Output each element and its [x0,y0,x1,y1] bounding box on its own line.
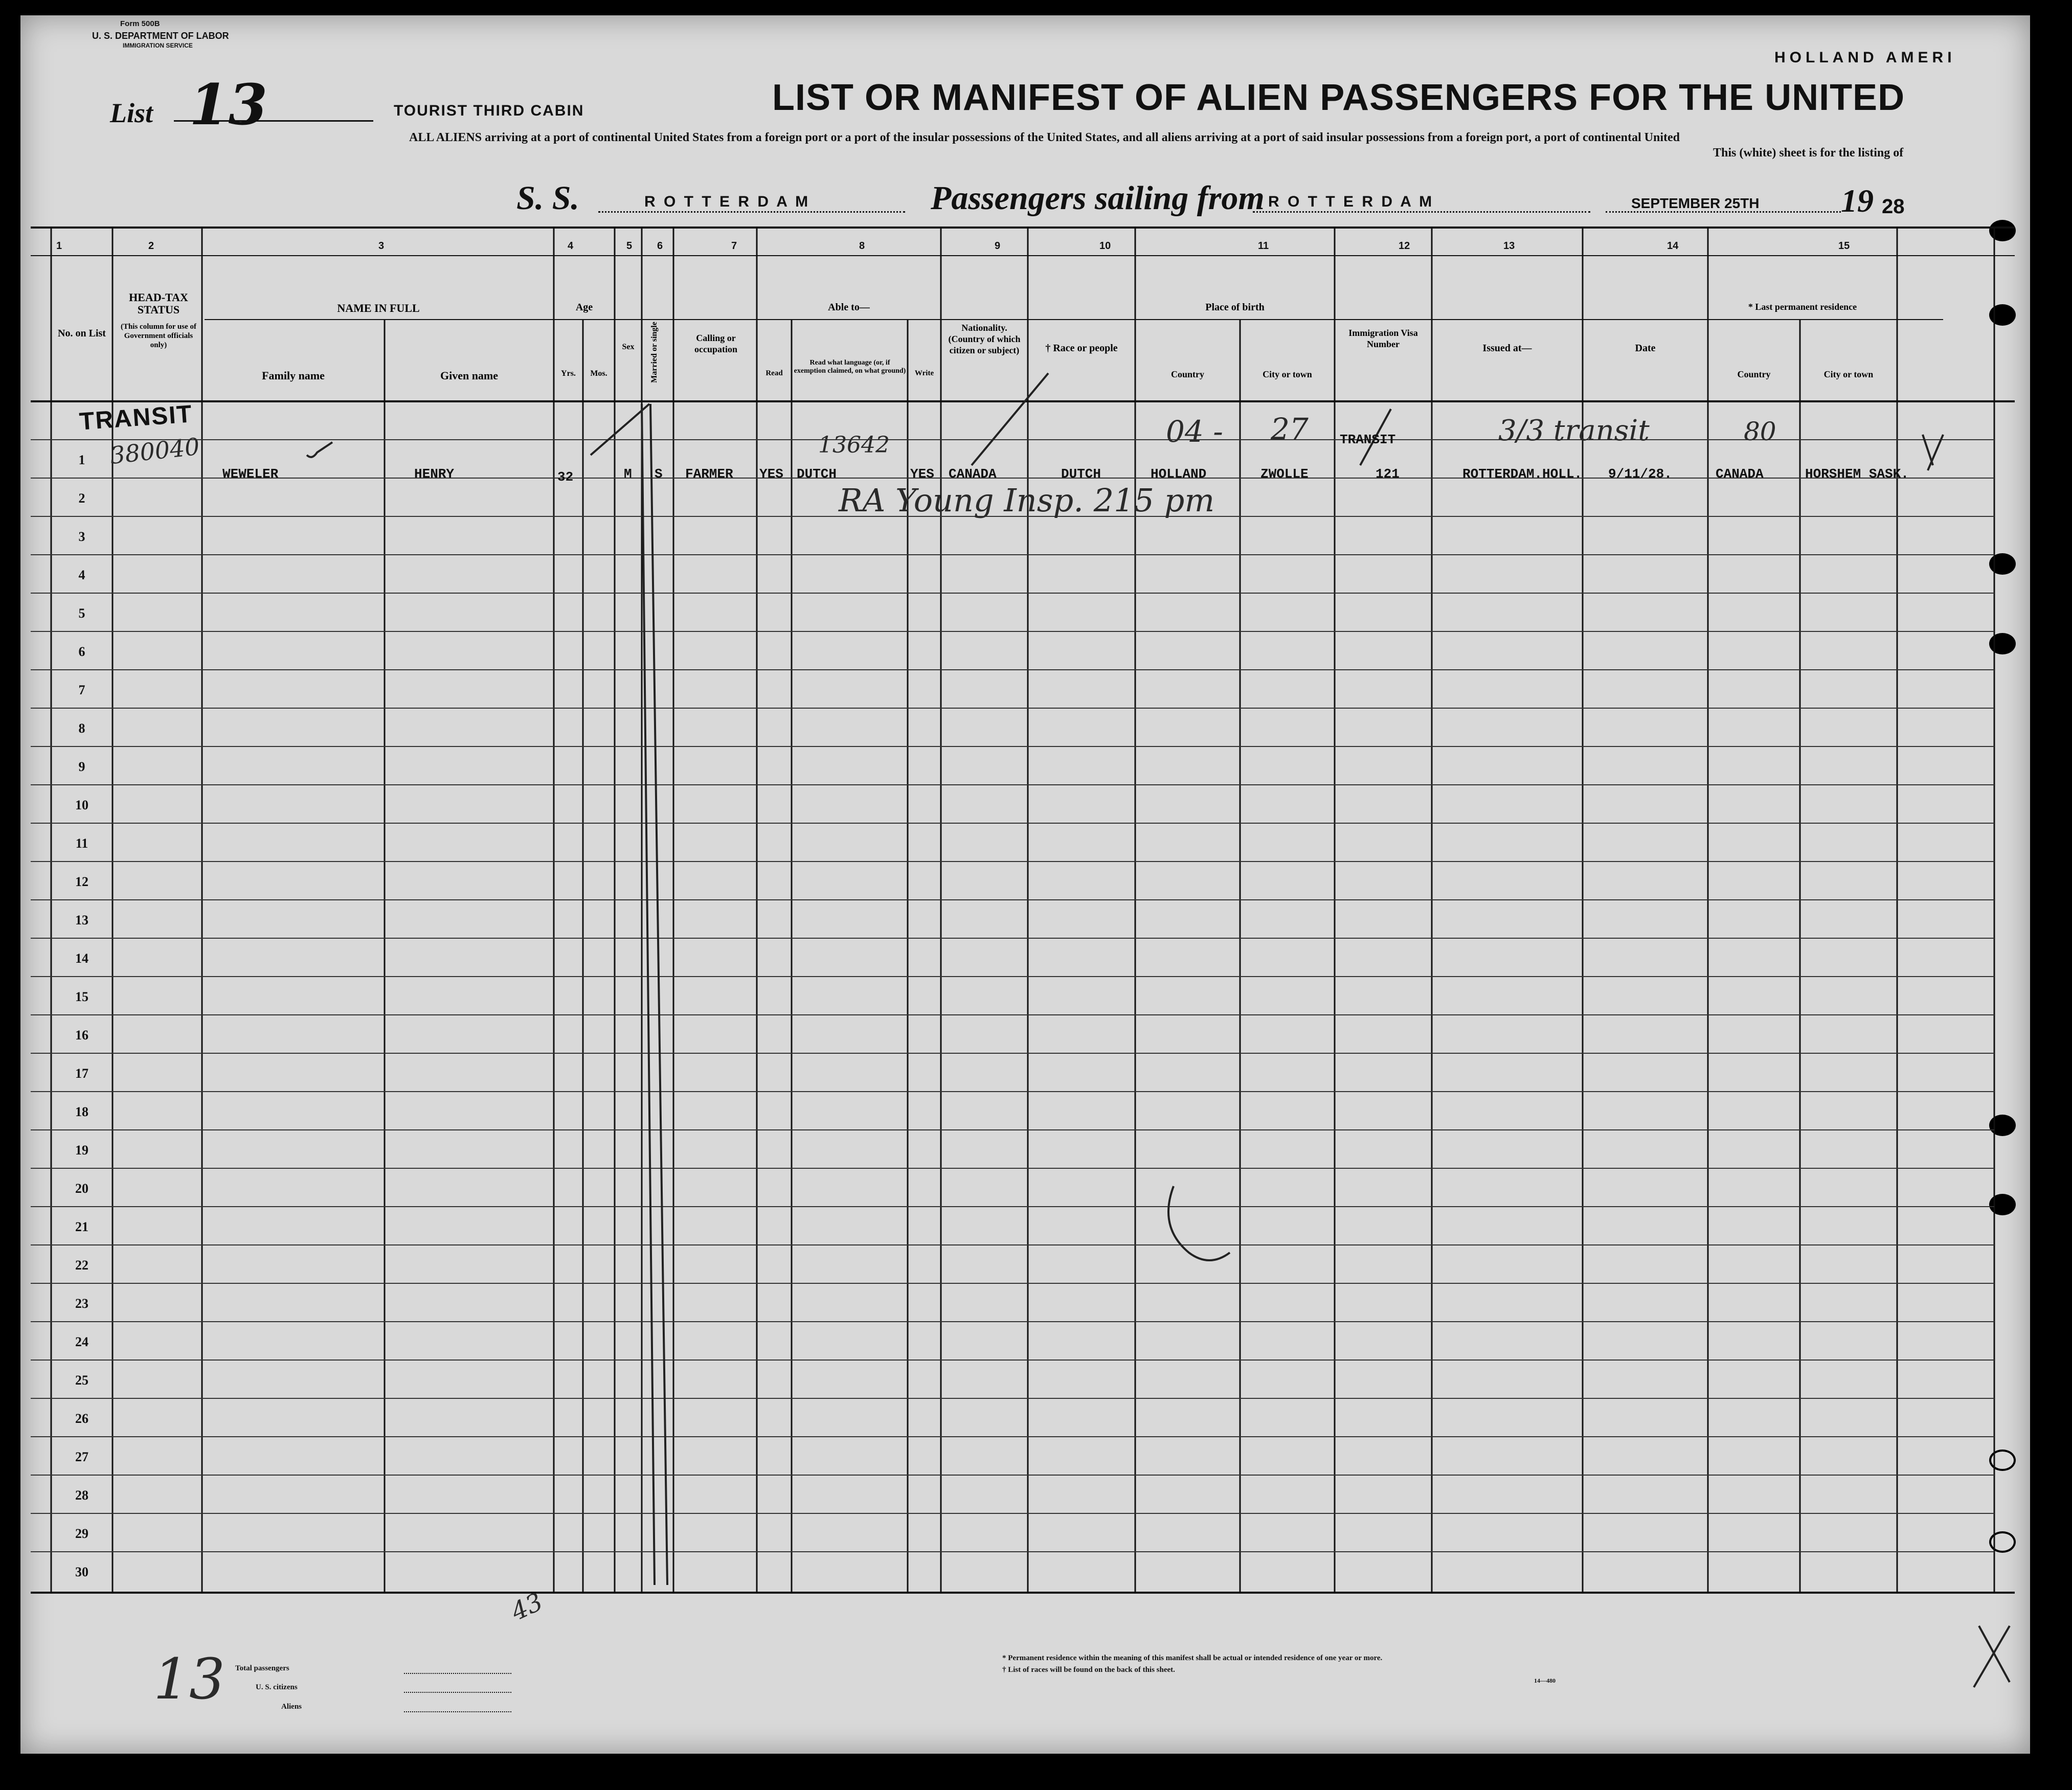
col-head-tax-note: (This column for use of Government officials only) [120,323,197,349]
row-number: 14 [75,951,88,966]
row-number: 22 [75,1258,88,1273]
col-last-residence: * Last permanent residence [1748,302,1857,312]
column-number: 10 [1099,240,1111,252]
row-number: 4 [78,568,85,582]
col-mos: Mos. [590,369,607,378]
row-number: 7 [78,683,85,697]
row-number: 2 [78,491,85,506]
row-number: 19 [75,1143,88,1158]
col-res-country: Country [1737,369,1771,379]
row-number: 26 [75,1411,88,1426]
sailing-label: Passengers sailing from [931,179,1265,217]
row-number: 28 [75,1488,88,1503]
col-birth-country: Country [1170,369,1204,379]
column-number: 5 [626,240,633,252]
col-sex: Sex [622,343,635,351]
row-number: 29 [75,1526,88,1541]
col-visa: Immigration Visa Number [1348,328,1418,349]
folio-number: 43 [507,1587,548,1627]
column-number: 11 [1258,240,1269,252]
row-number: 9 [78,759,85,774]
issued-at: ROTTERDAM.HOLL. [1462,466,1583,482]
col-res-city: City or town [1823,369,1874,379]
race: DUTCH [1061,466,1101,482]
column-number: 15 [1838,240,1850,252]
table-grid [20,15,2030,1754]
manifest-sheet [20,15,2030,1754]
handwritten-birth-country-code: 04 - [1166,414,1223,449]
row-number: 10 [75,798,88,812]
col-given-name: Given name [440,369,499,382]
col-age: Age [575,302,593,313]
birth-city: ZWOLLE [1260,466,1309,482]
row-number: 27 [75,1449,88,1464]
row-number: 16 [75,1028,88,1043]
read-language: DUTCH [797,466,837,482]
column-number: 3 [378,240,385,252]
can-read: YES [759,466,783,482]
marital-status: S [655,466,663,482]
year-prefix: 19 [1841,183,1874,219]
column-numbers [31,240,721,251]
row-number: 12 [75,874,88,889]
row-number: 21 [75,1219,88,1234]
residence-country: CANADA [1716,466,1764,482]
list-number-bottom: 13 [153,1646,225,1712]
row-number: 1 [78,452,85,467]
col-place-of-birth: Place of birth [1205,302,1265,313]
row-number: 8 [78,721,85,736]
row-number: 24 [75,1334,88,1349]
cabin-class: TOURIST THIRD CABIN [394,102,584,119]
column-number: 6 [657,240,663,252]
can-write: YES [910,466,934,482]
col-race: † Race or people [1045,343,1118,354]
birth-country: HOLLAND [1151,466,1207,482]
col-calling: Calling or occupation [694,333,737,354]
column-number: 9 [995,240,1001,252]
col-yrs: Yrs. [561,369,576,378]
column-number: 8 [859,240,865,252]
sailing-date: SEPTEMBER 25TH [1631,195,1760,211]
ship-name: R O T T E R D A M [644,193,810,210]
total-passengers-line [404,1673,511,1674]
col-write: Write [914,369,934,377]
col-read: Read [765,369,783,377]
ss-label: S. S. [516,179,579,217]
visa-number: 121 [1376,466,1400,482]
service-label: IMMIGRATION SERVICE [123,42,193,49]
inspector-note: RA Young Insp. 215 pm [839,482,1215,519]
col-name-in-full: NAME IN FULL [337,302,420,314]
given-name: HENRY [414,466,455,482]
transit-stamp: TRANSIT [78,400,194,436]
nationality: CANADA [949,466,997,482]
col-family-name: Family name [262,369,325,382]
total-passengers-label: Total passengers [235,1664,289,1672]
column-number: 13 [1503,240,1515,252]
col-able-to: Able to— [828,302,870,313]
instruction-line-1: ALL ALIENS arriving at a port of continental United States from a foreign port or a port of the insular possessions of the United States, and all aliens arriving at a port of said insular possessions from a foreign port, a port of continental United [409,131,1680,144]
aliens-label: Aliens [281,1703,302,1711]
occupation: FARMER [685,466,733,482]
visa-type: TRANSIT [1340,432,1396,447]
form-number: Form 500B [120,19,160,28]
instruction-line-2: This (white) sheet is for the listing of [1713,146,1904,160]
list-number: 13 [189,72,268,138]
col-date: Date [1635,343,1656,354]
col-nationality: Nationality. (Country of which citizen or subject) [948,323,1021,355]
manifest-title: LIST OR MANIFEST OF ALIEN PASSENGERS FOR THE UNITED [772,77,1905,118]
port-name: R O T T E R D A M [1268,193,1434,210]
col-issued-at: Issued at— [1482,343,1532,354]
handwritten-birth-city-code: 27 [1271,412,1309,446]
form-code: 14—480 [1534,1677,1556,1684]
col-no-on-list: No. on List [58,328,106,339]
line-company: HOLLAND AMERI [1774,49,1956,66]
column-number: 14 [1667,240,1679,252]
column-number: 4 [568,240,574,252]
column-number: 2 [148,240,154,252]
row-number: 25 [75,1373,88,1388]
residence-city: HORSHEM SASK. [1805,466,1909,482]
col-birth-city: City or town [1263,369,1312,379]
us-citizens-label: U. S. citizens [256,1683,298,1691]
column-number: 7 [731,240,737,252]
row-number: 6 [78,644,85,659]
year-suffix: 28 [1882,195,1905,218]
row-number: 23 [75,1296,88,1311]
family-name: WEWELER [222,466,279,482]
column-number: 1 [56,240,62,252]
row-number: 30 [75,1565,88,1579]
row-number: 20 [75,1181,88,1196]
col-head-tax: HEAD-TAX STATUS [129,291,188,316]
aliens-line [404,1711,511,1712]
department-label: U. S. DEPARTMENT OF LABOR [92,31,229,41]
age-years: 32 [557,469,574,485]
list-label: List [110,98,153,128]
row-number: 11 [75,836,88,851]
footnote-residence: * Permanent residence within the meaning of this manifest shall be actual or intended residence of one year or more. [1002,1654,1383,1662]
col-married: Married or single [650,322,659,383]
row-number: 17 [75,1066,88,1081]
row-number: 5 [78,606,85,621]
row-number: 15 [75,989,88,1004]
handwritten-residence-code: 80 [1744,417,1776,446]
footnote-races: † List of races will be found on the back of this sheet. [1002,1666,1175,1674]
column-number: 12 [1399,240,1410,252]
sex: M [624,466,632,482]
row-number: 3 [78,529,85,544]
us-citizens-line [404,1692,511,1693]
handwritten-issued-note: 3/3 transit [1498,414,1650,447]
head-tax-number: 380040 [108,432,201,470]
col-read-language: Read what language (or, if exemption claimed, on what ground) [794,359,906,375]
row-number: 13 [75,913,88,927]
handwritten-language-note: 13642 [818,432,890,458]
issue-date: 9/11/28. [1608,466,1672,482]
row-number: 18 [75,1104,88,1119]
